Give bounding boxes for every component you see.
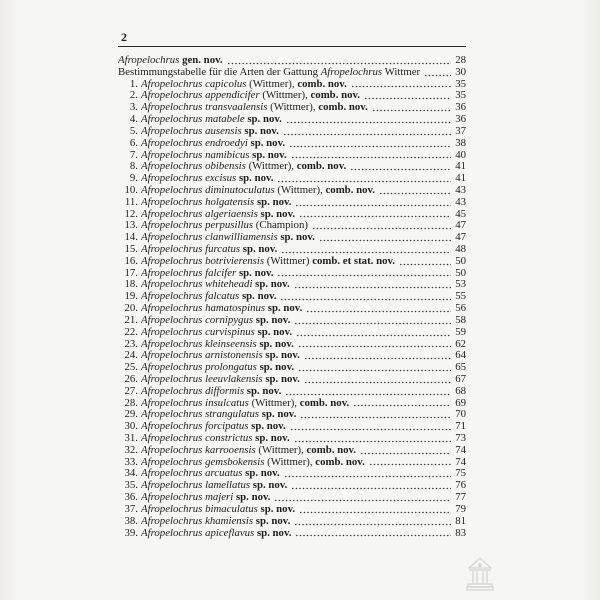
entry-title-segment: sp. nov. <box>254 326 293 338</box>
entry-title-segment: comb. nov. <box>306 444 357 456</box>
entry-title <box>141 90 360 102</box>
entry-title-segment: sp. nov. <box>256 338 294 350</box>
entry-title <box>141 350 300 362</box>
toc-entry <box>118 468 466 480</box>
entry-title <box>141 504 295 516</box>
entry-title <box>141 445 356 457</box>
entry-title-segment: comb. nov. <box>297 78 347 90</box>
toc-entry <box>118 173 466 185</box>
toc-entry <box>118 516 466 528</box>
entry-number: 31. <box>124 432 138 444</box>
toc-entry <box>118 528 466 540</box>
entry-number: 25. <box>124 361 138 374</box>
entry-title-segment: comb. nov. <box>299 397 350 409</box>
dot-leader <box>298 339 451 351</box>
entry-number: 4. <box>129 113 138 126</box>
entry-number: 32. <box>124 443 138 456</box>
entry-title-segment: Afropelochrus transvaalensis <box>141 102 268 114</box>
dot-leader <box>351 79 451 91</box>
entry-title-segment: sp. nov. <box>233 492 271 504</box>
entry-number: 2. <box>129 89 138 102</box>
entry-title-segment: sp. nov. <box>249 149 287 161</box>
entry-title-segment: comb. nov. <box>325 184 375 196</box>
entry-title-segment: Afropelochrus <box>320 66 383 78</box>
entry-page-number: 81 <box>455 514 466 527</box>
entry-title-segment: Afropelochrus perpusillus <box>141 220 254 232</box>
toc-entry <box>118 232 466 244</box>
entry-title-segment: sp. nov. <box>242 468 280 480</box>
dot-leader <box>304 350 451 362</box>
entry-title <box>141 409 296 421</box>
entry-number: 11. <box>124 195 138 208</box>
dot-leader <box>295 528 451 540</box>
entry-title-segment: comb. nov. <box>315 456 365 468</box>
entry-number: 12. <box>124 207 138 220</box>
toc-entry <box>118 185 466 197</box>
entry-number: 13. <box>124 219 138 232</box>
entry-title-segment: Afropelochrus constrictus <box>141 433 253 444</box>
entry-title-segment: Bestimmungstabelle für die Arten der Gattung <box>118 66 321 78</box>
toc-entry <box>118 327 466 339</box>
entry-page-number: 45 <box>455 207 466 220</box>
entry-title-segment: Afropelochrus holgatensis <box>141 196 255 208</box>
entry-title <box>141 244 277 256</box>
dot-leader <box>294 433 451 445</box>
dot-leader <box>299 209 451 221</box>
entry-page-number: 83 <box>455 526 466 539</box>
entry-title-segment: sp. nov. <box>253 515 291 527</box>
entry-title <box>141 327 292 339</box>
entry-number: 5. <box>129 124 138 137</box>
entry-title <box>141 339 294 351</box>
entry-title-segment: comb. nov. <box>296 161 347 173</box>
dot-leader <box>300 409 451 421</box>
entry-title-segment: Afropelochrus <box>118 55 180 66</box>
toc-entry <box>118 480 466 492</box>
entry-title-segment: Afropelochrus excisus <box>141 173 237 185</box>
toc-entry <box>118 291 466 303</box>
entry-title <box>141 457 365 469</box>
entry-number: 3. <box>129 101 138 114</box>
entry-title-segment: sp. nov. <box>252 279 290 291</box>
entry-number: 26. <box>124 372 138 385</box>
entry-title <box>141 291 276 303</box>
entry-title-segment: Afropelochrus arcuatus <box>141 468 243 480</box>
dot-leader <box>353 398 451 410</box>
entry-title-segment: Afropelochrus leeuvlakensis <box>141 373 263 385</box>
entry-title-segment: Afropelochrus khamiensis <box>141 515 254 527</box>
entry-page-number: 79 <box>455 502 466 515</box>
entry-title-segment: Afropelochrus apiceflavus <box>141 527 255 539</box>
dot-leader <box>379 185 451 197</box>
dot-leader <box>424 67 451 79</box>
toc-entry <box>118 220 466 232</box>
entry-title-segment: (Wittmer), <box>255 444 307 456</box>
entry-title-segment: (Wittmer), <box>264 456 316 468</box>
entry-title-segment: sp. nov. <box>256 362 295 374</box>
entry-number: 33. <box>124 455 138 468</box>
entry-number: 1. <box>129 77 138 90</box>
toc-entry <box>118 445 466 457</box>
entry-page-number: 36 <box>455 113 466 126</box>
toc-entry <box>118 339 466 351</box>
entry-number: 30. <box>124 420 138 433</box>
entry-title-segment: Afropelochrus obibensis <box>141 161 246 173</box>
entry-title-segment: Afropelochrus furcatus <box>141 244 241 255</box>
entry-number: 27. <box>124 384 138 397</box>
dot-leader <box>306 303 451 315</box>
entry-title <box>141 421 286 433</box>
toc-entry <box>118 138 466 150</box>
entry-title-segment: Afropelochrus appendicifer <box>141 90 260 102</box>
entry-title-segment: (Wittmer) <box>264 255 313 267</box>
entry-page-number: 30 <box>455 65 466 78</box>
entry-title <box>141 528 291 540</box>
entry-title-segment: sp. nov. <box>257 503 296 515</box>
entry-page-number: 47 <box>455 219 466 232</box>
entry-title-segment: sp. nov. <box>239 291 277 303</box>
entry-number: 15. <box>124 243 138 255</box>
entry-page-number: 67 <box>455 372 466 385</box>
entry-title-segment: sp. nov. <box>265 303 303 315</box>
entry-page-number: 41 <box>455 160 466 173</box>
entry-page-number: 28 <box>455 54 466 66</box>
entry-title-segment: Afropelochrus difformis <box>141 385 245 397</box>
dot-leader <box>298 362 451 374</box>
entry-title <box>141 114 282 126</box>
dot-leader <box>277 173 451 185</box>
dot-leader <box>291 480 451 492</box>
entry-title-segment: sp. nov. <box>262 350 300 362</box>
entry-title-segment: sp. nov. <box>252 433 290 444</box>
entry-number: 34. <box>124 467 138 480</box>
dot-leader <box>399 256 451 268</box>
toc-entry <box>118 315 466 327</box>
entry-title-segment: sp. nov. <box>248 421 286 433</box>
entry-page-number: 36 <box>455 101 466 114</box>
entry-title-segment: sp. nov. <box>244 114 282 126</box>
entry-page-number: 47 <box>455 231 466 244</box>
entry-page-number: 77 <box>455 491 466 504</box>
entry-page-number: 38 <box>455 136 466 149</box>
entry-number: 37. <box>124 502 138 515</box>
entry-page-number: 40 <box>455 148 466 161</box>
entry-page-number: 74 <box>455 443 466 456</box>
entry-title-segment: comb. nov. <box>318 102 368 114</box>
entry-page-number: 58 <box>455 313 466 326</box>
entry-title-segment: Afropelochrus majeri <box>141 492 234 504</box>
toc-entry <box>118 79 466 91</box>
entry-title-segment: Afropelochrus ausensis <box>141 125 242 137</box>
entry-number: 6. <box>129 136 138 149</box>
entry-title-segment: sp. nov. <box>253 314 291 326</box>
entry-title <box>141 279 290 291</box>
entry-number: 36. <box>124 491 138 504</box>
entry-page-number: 59 <box>455 325 466 338</box>
entry-number: 14. <box>124 231 138 244</box>
entry-title-segment: (Wittmer), <box>245 161 297 173</box>
entry-page-number: 65 <box>455 361 466 374</box>
dot-leader <box>296 327 451 339</box>
dot-leader <box>291 150 451 162</box>
entry-title <box>141 516 290 528</box>
entry-page-number: 70 <box>455 408 466 421</box>
entry-title-segment: Afropelochrus gemsbokensis <box>141 456 265 468</box>
entry-title <box>141 126 279 138</box>
entry-page-number: 73 <box>455 432 466 444</box>
toc-entry <box>118 90 466 102</box>
entry-title-segment: sp. nov. <box>277 232 315 244</box>
entry-title-segment: Afropelochrus falcifer <box>141 267 237 279</box>
entry-title-segment: sp. nov. <box>257 208 296 220</box>
entry-title-segment: Wittmer <box>382 66 421 78</box>
entry-title-segment: comb. et stat. nov. <box>312 255 395 267</box>
entry-page-number: 74 <box>455 455 466 468</box>
dot-leader <box>312 220 451 232</box>
entry-title-segment: sp. nov. <box>254 196 292 208</box>
entry-title-segment: Afropelochrus botrivierensis <box>141 255 265 267</box>
entry-title-segment: Afropelochrus diminutoculatus <box>141 184 275 196</box>
entry-number: 9. <box>129 172 138 185</box>
entry-title-segment: Afropelochrus lamellatus <box>141 480 251 492</box>
entry-title-segment: Afropelochrus matabele <box>141 114 245 126</box>
entry-title <box>141 433 290 445</box>
entry-page-number: 48 <box>455 243 466 255</box>
toc-entry <box>118 161 466 173</box>
dot-leader <box>289 138 451 150</box>
entry-page-number: 53 <box>455 278 466 291</box>
dot-leader <box>294 315 451 327</box>
dot-leader <box>283 126 451 138</box>
entry-title-segment: (Champion) <box>253 220 308 232</box>
entry-title-segment: (Wittmer), <box>248 397 300 409</box>
entry-title-segment: (Wittmer), <box>274 184 326 196</box>
entry-page-number: 35 <box>455 77 466 90</box>
entry-page-number: 76 <box>455 479 466 492</box>
entry-title-segment: sp. nov. <box>241 125 279 137</box>
entry-title <box>141 209 295 221</box>
entry-page-number: 69 <box>455 396 466 409</box>
toc-entry <box>118 150 466 162</box>
entry-title <box>141 315 290 327</box>
dot-leader <box>274 492 451 504</box>
table-of-contents <box>118 55 466 539</box>
running-head-page-number: 2 <box>121 30 127 44</box>
toc-entry <box>118 102 466 114</box>
dot-leader <box>280 291 451 303</box>
entry-title-segment: sp. nov. <box>247 137 286 149</box>
toc-entry <box>118 492 466 504</box>
dot-leader <box>277 268 451 280</box>
toc-entry <box>118 504 466 516</box>
entry-title-segment: comb. nov. <box>310 90 360 102</box>
dot-leader <box>319 232 451 244</box>
dot-leader <box>369 457 451 469</box>
entry-title <box>141 138 285 150</box>
dot-leader <box>350 161 451 173</box>
dot-leader <box>286 114 451 126</box>
entry-page-number: 50 <box>455 254 466 267</box>
entry-title-segment: sp. nov. <box>236 267 274 279</box>
entry-page-number: 43 <box>455 183 466 196</box>
dot-leader <box>304 374 451 386</box>
entry-title-segment: (Wittmer), <box>267 102 319 114</box>
entry-title <box>141 102 368 114</box>
entry-title <box>141 220 308 232</box>
entry-title-segment: Afropelochrus falcatus <box>141 291 240 303</box>
entry-title-segment: Afropelochrus whiteheadi <box>141 279 253 291</box>
entry-number: 21. <box>124 313 138 326</box>
toc-entry <box>118 126 466 138</box>
toc-entry <box>118 398 466 410</box>
dot-leader <box>360 445 451 457</box>
entry-title-segment: Afropelochrus strangulatus <box>141 409 260 421</box>
toc-entry <box>118 303 466 315</box>
entry-page-number: 56 <box>455 302 466 315</box>
entry-page-number: 43 <box>455 195 466 208</box>
entry-title <box>141 303 302 315</box>
entry-title-segment: sp. nov. <box>254 527 292 539</box>
entry-title-segment: Afropelochrus karrooensis <box>141 444 256 456</box>
entry-number: 38. <box>124 514 138 527</box>
entry-title-segment: sp. nov. <box>259 409 297 421</box>
entry-page-number: 37 <box>455 124 466 137</box>
dot-leader <box>294 516 451 528</box>
entry-title-segment: Afropelochrus namibicus <box>141 149 250 161</box>
entry-title-segment: Afropelochrus algeriaensis <box>141 208 258 220</box>
dot-leader <box>295 197 451 209</box>
toc-entry <box>118 55 466 67</box>
toc-entry <box>118 409 466 421</box>
entry-title <box>141 492 270 504</box>
entry-number: 29. <box>124 408 138 421</box>
entry-title-segment: Afropelochrus cornipygus <box>141 314 254 326</box>
dot-leader <box>284 468 451 480</box>
entry-title <box>141 185 375 197</box>
entry-title-segment: gen. nov. <box>179 55 223 66</box>
entry-number: 20. <box>124 302 138 315</box>
dot-leader <box>372 102 451 114</box>
publisher-seal-icon <box>466 554 494 592</box>
toc-entry <box>118 386 466 398</box>
entry-title-segment: Afropelochrus bimaculatus <box>141 503 258 515</box>
entry-title-segment: sp. nov. <box>250 480 288 492</box>
toc-entry <box>118 433 466 445</box>
entry-title <box>141 173 273 185</box>
entry-title-segment: sp. nov. <box>236 173 274 185</box>
entry-title-segment: sp. nov. <box>262 373 300 385</box>
entry-title <box>141 79 347 91</box>
dot-leader <box>364 90 451 102</box>
entry-title <box>141 161 346 173</box>
toc-entry <box>118 457 466 469</box>
entry-title-segment: sp. nov. <box>240 244 278 255</box>
entry-title-segment: Afropelochrus hamatospinus <box>141 303 266 315</box>
toc-entry <box>118 67 466 79</box>
entry-title <box>141 362 294 374</box>
entry-title <box>118 55 223 67</box>
entry-title-segment: (Wittmer), <box>259 90 311 102</box>
entry-title <box>141 386 281 398</box>
entry-title <box>141 480 287 492</box>
toc-entry <box>118 209 466 221</box>
entry-title-segment: Afropelochrus capicolus <box>141 78 247 90</box>
dot-leader <box>294 279 451 291</box>
entry-page-number: 71 <box>455 420 466 433</box>
entry-title <box>141 232 315 244</box>
toc-entry <box>118 350 466 362</box>
entry-number: 17. <box>124 266 138 279</box>
toc-entry <box>118 244 466 256</box>
entry-number: 16. <box>124 254 138 267</box>
entry-title-segment: Afropelochrus curvispinus <box>141 326 255 338</box>
entry-title <box>141 268 273 280</box>
entry-page-number: 62 <box>455 337 466 350</box>
entry-number: 8. <box>129 160 138 173</box>
dot-leader <box>227 55 451 67</box>
entry-number: 7. <box>129 148 138 161</box>
entry-title-segment: Afropelochrus forcipatus <box>141 421 249 433</box>
entry-page-number: 35 <box>455 89 466 102</box>
entry-number: 35. <box>124 479 138 492</box>
entry-page-number: 68 <box>455 384 466 397</box>
entry-title <box>141 150 287 162</box>
entry-title-segment: Afropelochrus insulcatus <box>141 397 249 409</box>
entry-title <box>141 468 280 480</box>
toc-entry <box>118 114 466 126</box>
entry-number: 22. <box>124 325 138 338</box>
entry-page-number: 55 <box>455 290 466 303</box>
header-rule <box>118 46 466 47</box>
entry-number: 39. <box>124 526 138 539</box>
entry-title <box>141 398 349 410</box>
entry-number: 10. <box>124 183 138 196</box>
entry-title-segment: sp. nov. <box>244 385 282 397</box>
entry-page-number: 75 <box>455 467 466 480</box>
entry-title-segment: Afropelochrus kleinseensis <box>141 338 257 350</box>
dot-leader <box>299 504 451 516</box>
entry-title-segment: (Wittmer), <box>246 78 298 90</box>
entry-number: 28. <box>124 396 138 409</box>
entry-title <box>141 197 291 209</box>
entry-title-segment: Afropelochrus clanwilliamensis <box>141 232 278 244</box>
entry-number: 24. <box>124 349 138 362</box>
toc-entry <box>118 256 466 268</box>
entry-page-number: 41 <box>455 172 466 185</box>
dot-leader <box>290 421 451 433</box>
dot-leader <box>281 244 451 256</box>
entry-number: 18. <box>124 278 138 291</box>
entry-title <box>118 67 420 79</box>
toc-entry <box>118 268 466 280</box>
entry-number: 23. <box>124 337 138 350</box>
entry-title <box>141 374 300 386</box>
dot-leader <box>285 386 451 398</box>
toc-entry <box>118 374 466 386</box>
entry-title-segment: Afropelochrus prolongatus <box>141 362 257 374</box>
toc-entry <box>118 421 466 433</box>
entry-page-number: 64 <box>455 349 466 362</box>
entry-title <box>141 256 395 268</box>
entry-number: 19. <box>124 290 138 303</box>
toc-entry <box>118 362 466 374</box>
entry-page-number: 50 <box>455 266 466 279</box>
entry-title-segment: Afropelochrus endroedyi <box>141 137 248 149</box>
toc-entry <box>118 279 466 291</box>
toc-entry <box>118 197 466 209</box>
entry-title-segment: Afropelochrus arnistonensis <box>141 350 263 362</box>
